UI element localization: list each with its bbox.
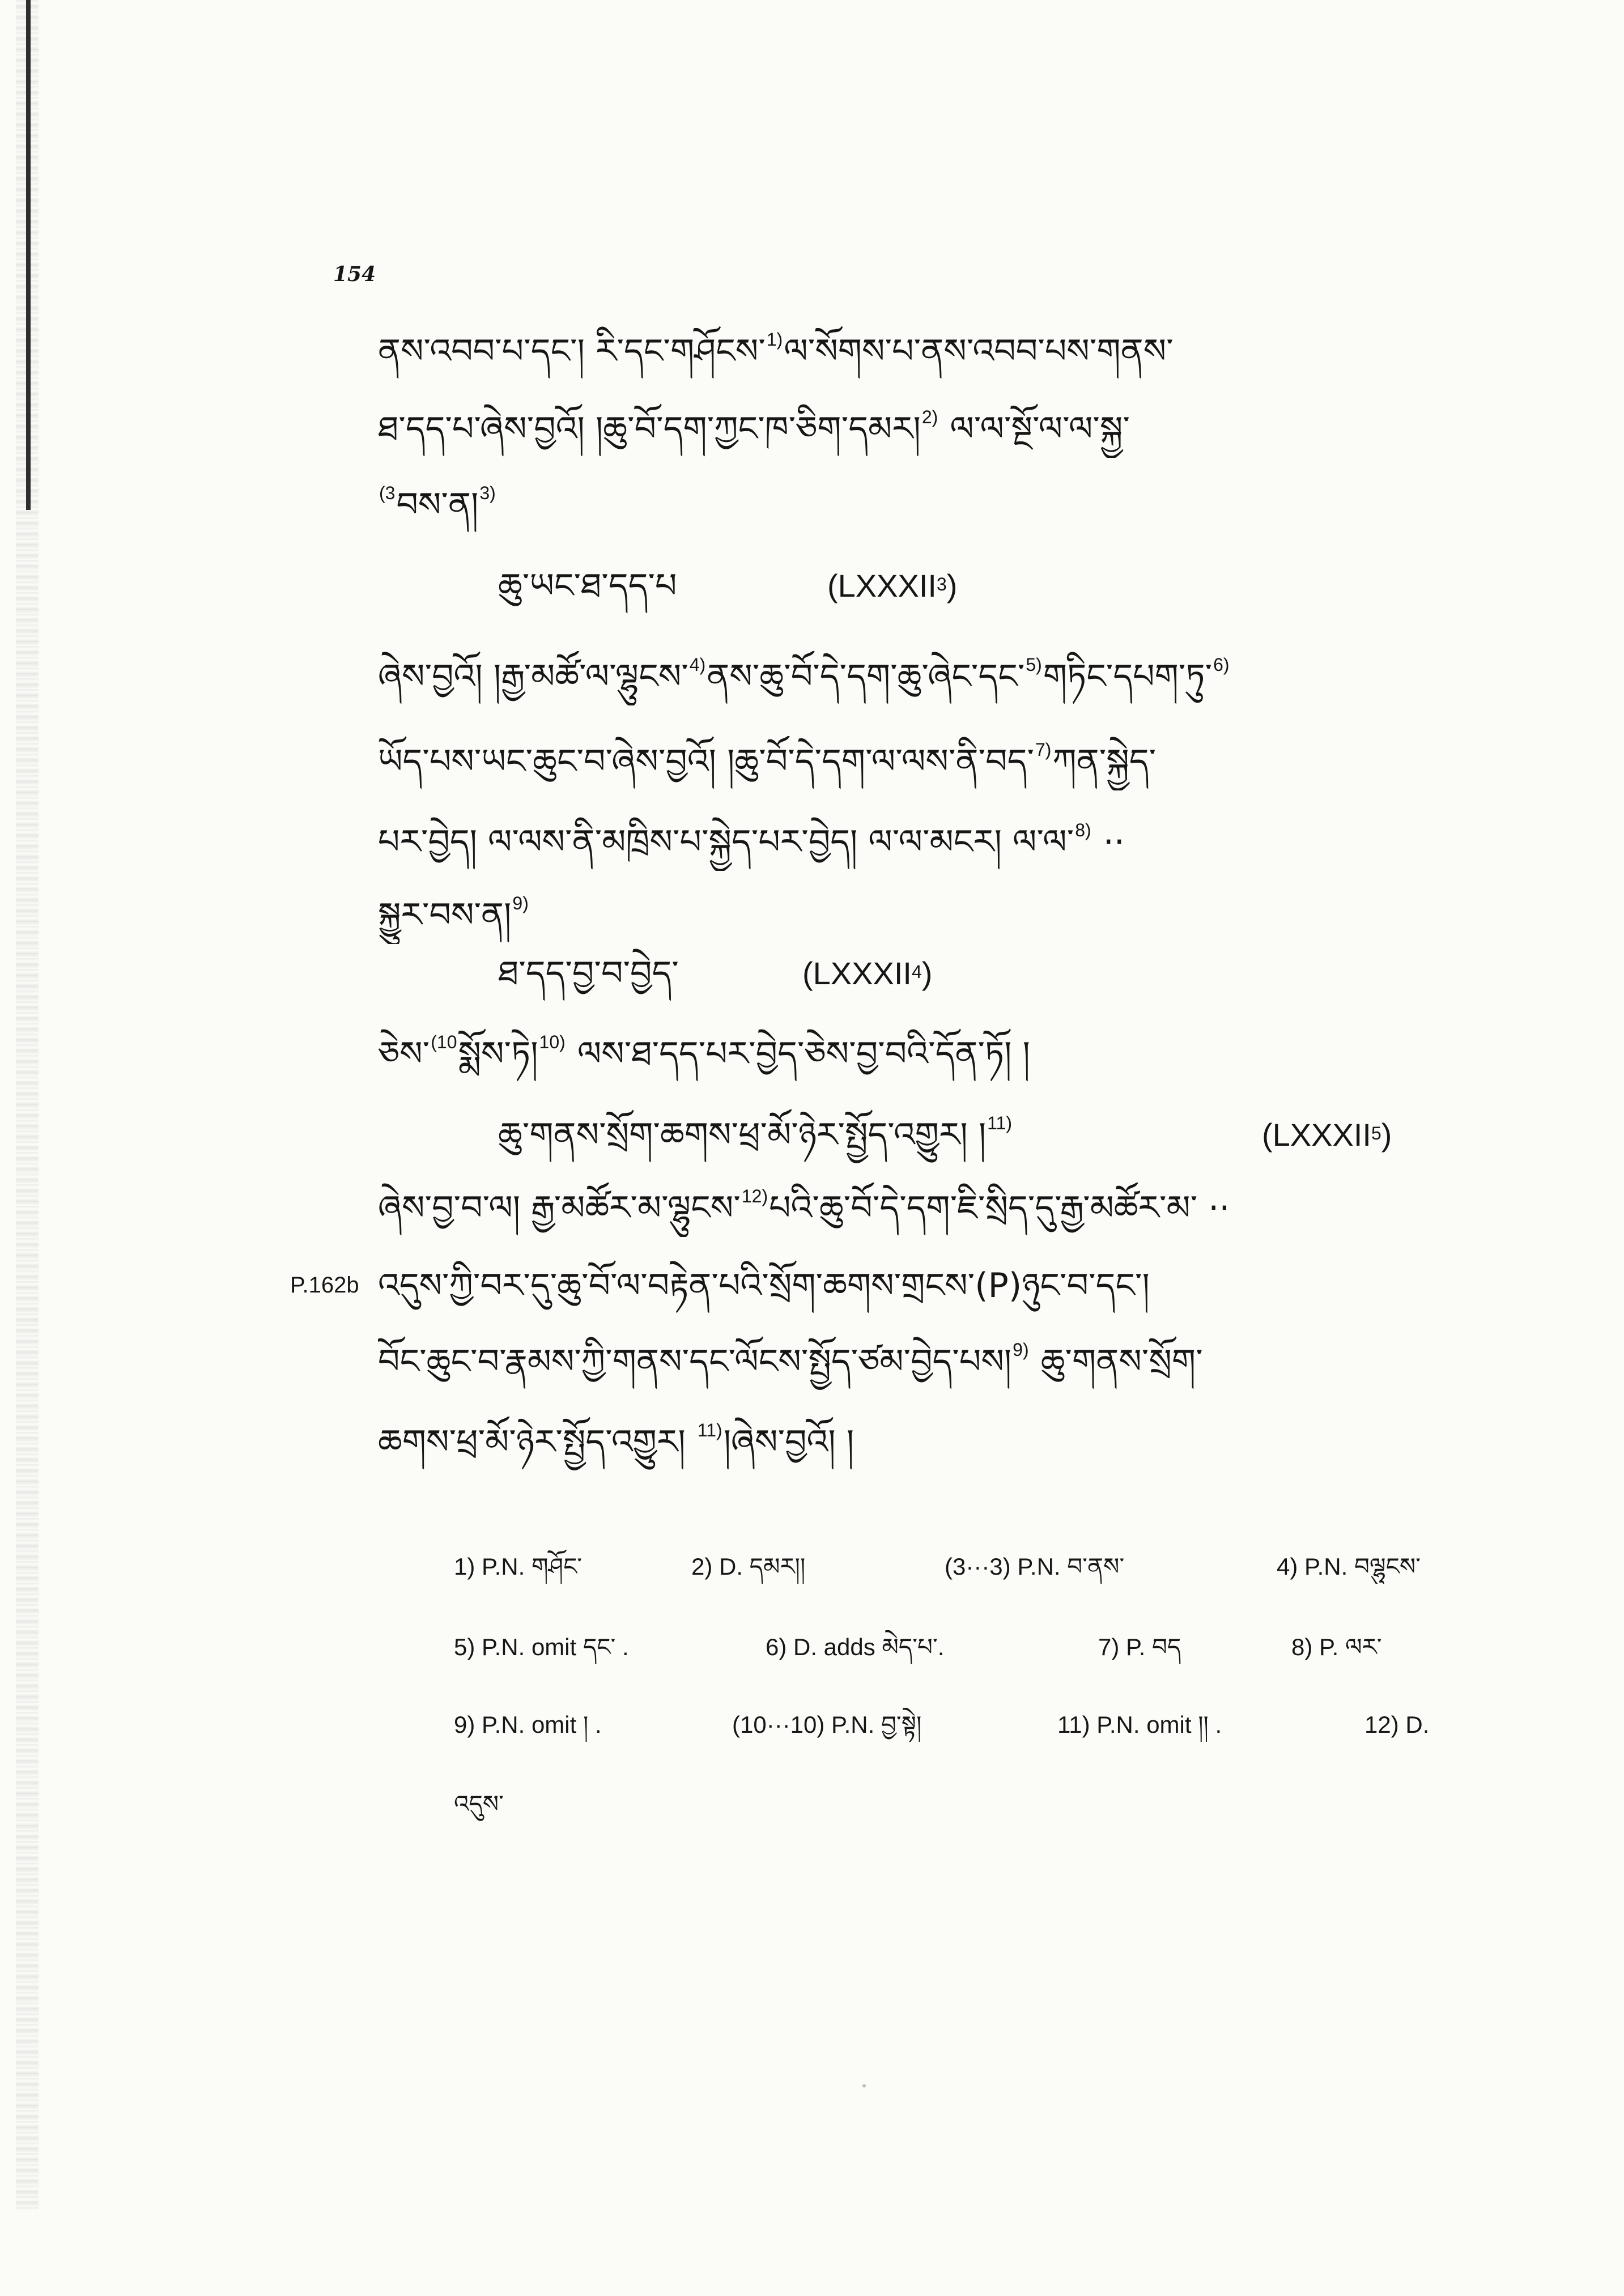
text-segment: ལས་ཐ་དད་པར་བྱེད་ཅེས་བྱ་བའི་དོན་ཏོ། ། — [566, 1034, 1030, 1074]
text-segment: ཐ་དད་པ་ཞེས་བྱའོ། །ཆུ་བོ་དག་ཀྱང་ཁ་ཅིག་དམར། — [378, 409, 921, 449]
text-segment: ཀན་སྐྱེད་ — [1052, 742, 1157, 781]
text-line-3 — [378, 479, 1506, 534]
section-reference-1 — [827, 560, 957, 611]
text-line-1 — [378, 326, 1506, 380]
footnote-marker: 2) — [921, 406, 938, 427]
footnote-3: (3···3) P.N. བ་ནས་ — [945, 1553, 1125, 1580]
section-heading-2 — [498, 948, 781, 1002]
reference-superscript: 5 — [1371, 1123, 1381, 1143]
footnote-10: (10···10) P.N. བྱ་སྟེ། — [732, 1711, 922, 1738]
text-segment: འདུས་ཀྱི་བར་དུ་ཆུ་བོ་ལ་བརྟེན་པའི་སྲོག་ཆགས་གྲངས་ — [378, 1266, 975, 1306]
section-reference-3 — [1262, 1109, 1392, 1160]
footnote-8: 8) P. ལར་ — [1291, 1634, 1382, 1660]
text-line-13 — [378, 1260, 1506, 1315]
footnote-marker: 3) — [479, 482, 496, 503]
text-segment: ཆུ་གནས་སྲོག་ — [1030, 1342, 1203, 1381]
footnote-7: 7) P. བད — [1098, 1634, 1181, 1660]
footnote-marker: 11) — [987, 1112, 1012, 1133]
text-segment: སྐྱུར་བས་ན། — [378, 895, 512, 935]
reference-close: ) — [921, 955, 933, 991]
footnote-9: 9) P.N. omit ། . — [454, 1711, 602, 1738]
text-line-6 — [378, 736, 1506, 790]
text-segment: ཞེས་བྱའོ། །རྒྱ་མཚོ་ལ་ལྷུངས་ — [378, 657, 688, 696]
text-segment: ཆགས་ཕྲ་མོ་ཉེར་སྤྱོད་འགྱུར། — [378, 1422, 696, 1462]
text-segment: (P) — [975, 1266, 1022, 1306]
footnote-marker: 11) — [697, 1419, 722, 1440]
reference-superscript: 3 — [936, 573, 947, 594]
text-line-10 — [378, 1028, 1506, 1083]
footnote-6: 6) D. adds མེད་པ་. — [766, 1634, 945, 1660]
reference-close: ) — [1381, 1117, 1392, 1153]
text-segment: ཡོད་པས་ཡང་ཆུང་བ་ཞེས་བྱའོ། །ཆུ་བོ་དེ་དག་ལ་ལས་ནི་བད་ — [378, 742, 1034, 781]
footnote-12: 12) D. — [1364, 1711, 1430, 1738]
text-line-5 — [378, 651, 1506, 705]
text-segment: ནས་འབབ་པ་དང་། རི་དང་གཤོངས་ — [378, 331, 766, 371]
text-segment: པར་བྱེད། ལ་ལས་ནི་མཁྲིས་པ་སྐྱེད་པར་བྱེད། ལ་ལ་མངར། ལ་ལ་ — [378, 822, 1074, 862]
footnote-2: 2) D. དམར།། — [691, 1553, 806, 1580]
text-line-15 — [378, 1417, 1506, 1471]
footnote-marker: 7) — [1035, 739, 1052, 760]
footnote-marker: 8) — [1075, 819, 1091, 840]
section-reference-2 — [802, 948, 932, 999]
text-segment: །ཞེས་བྱའོ། ། — [723, 1422, 854, 1462]
text-line-8 — [378, 890, 1506, 944]
reference-number: (LXXXII — [802, 955, 912, 991]
text-segment: པའི་ཆུ་བོ་དེ་དག་ཇི་སྲིད་དུ་རྒྱ་མཚོར་མ་ ·· — [769, 1188, 1230, 1228]
footnote-1: 1) P.N. གཤོང་ — [454, 1553, 583, 1580]
reference-superscript: 4 — [911, 961, 922, 982]
footnote-marker: 10) — [539, 1031, 566, 1052]
text-line-12 — [378, 1183, 1506, 1237]
footnote-4: 4) P.N. བལྷུངས་ — [1277, 1553, 1421, 1580]
text-line-14 — [378, 1336, 1506, 1391]
footnote-marker: 12) — [741, 1185, 768, 1206]
text-segment: ལ་ལ་སྔོ་ལ་ལ་སྐྱ་ — [939, 409, 1130, 449]
scan-edge-line — [26, 0, 31, 510]
text-segment: བས་ན། — [396, 485, 479, 525]
text-segment: གཏིང་དཔག་ཏུ་ — [1043, 657, 1213, 696]
text-line-7 — [378, 817, 1506, 871]
text-segment: ཉུང་བ་དང་། — [1022, 1266, 1150, 1306]
section-heading-3 — [498, 1109, 1246, 1164]
footnote-11: 11) P.N. omit །། . — [1057, 1711, 1222, 1738]
scan-speck — [862, 2084, 866, 2087]
text-segment: ཐ་དད་བྱ་བ་བྱེད་ — [498, 954, 679, 993]
text-segment: ནས་ཆུ་བོ་དེ་དག་ཆུ་ཞེང་དང་ — [707, 657, 1025, 696]
footnote-marker: 5) — [1026, 654, 1042, 675]
footnote-marker: 6) — [1213, 654, 1230, 675]
text-segment: ཞེས་བྱ་བ་ལ། རྒྱ་མཚོར་མ་ལྷུངས་ — [378, 1188, 741, 1228]
footnote-marker: 9) — [512, 892, 529, 913]
footnote-marker: 9) — [1013, 1339, 1029, 1360]
text-line-2 — [378, 403, 1506, 458]
text-segment: ·· — [1092, 822, 1125, 862]
footnote-marker: 4) — [689, 654, 706, 675]
text-segment: ཆུ་ཡང་ཐ་དད་པ — [498, 566, 677, 606]
reference-close: ) — [946, 568, 958, 603]
text-segment: ཅེས་ — [378, 1034, 430, 1074]
footnote-marker: 1) — [766, 329, 783, 350]
margin-folio-reference: P.162b — [290, 1273, 359, 1298]
text-segment: ཆུ་གནས་སྲོག་ཆགས་ཕྲ་མོ་ཉེར་སྤྱོད་འགྱུར། ། — [498, 1115, 987, 1155]
text-segment: ལ་སོགས་པ་ནས་འབབ་པས་གནས་ — [784, 331, 1174, 371]
footnote-12-continued: འདུས་ — [454, 1791, 504, 1817]
footnote-marker: (10 — [431, 1031, 457, 1052]
footnote-5: 5) P.N. omit དང་ . — [454, 1634, 629, 1660]
page-number: 154 — [333, 262, 376, 286]
text-segment: སྨོས་ཏེ། — [458, 1034, 538, 1074]
reference-number: (LXXXII — [1262, 1117, 1371, 1153]
section-heading-1 — [498, 560, 804, 615]
footnote-marker: (3 — [379, 482, 396, 503]
text-segment: བོང་ཆུང་བ་རྣམས་ཀྱི་གནས་དང་ལོངས་སྤྱོད་ཙམ་བྱེད་པས། — [378, 1342, 1012, 1381]
reference-number: (LXXXII — [827, 568, 937, 603]
